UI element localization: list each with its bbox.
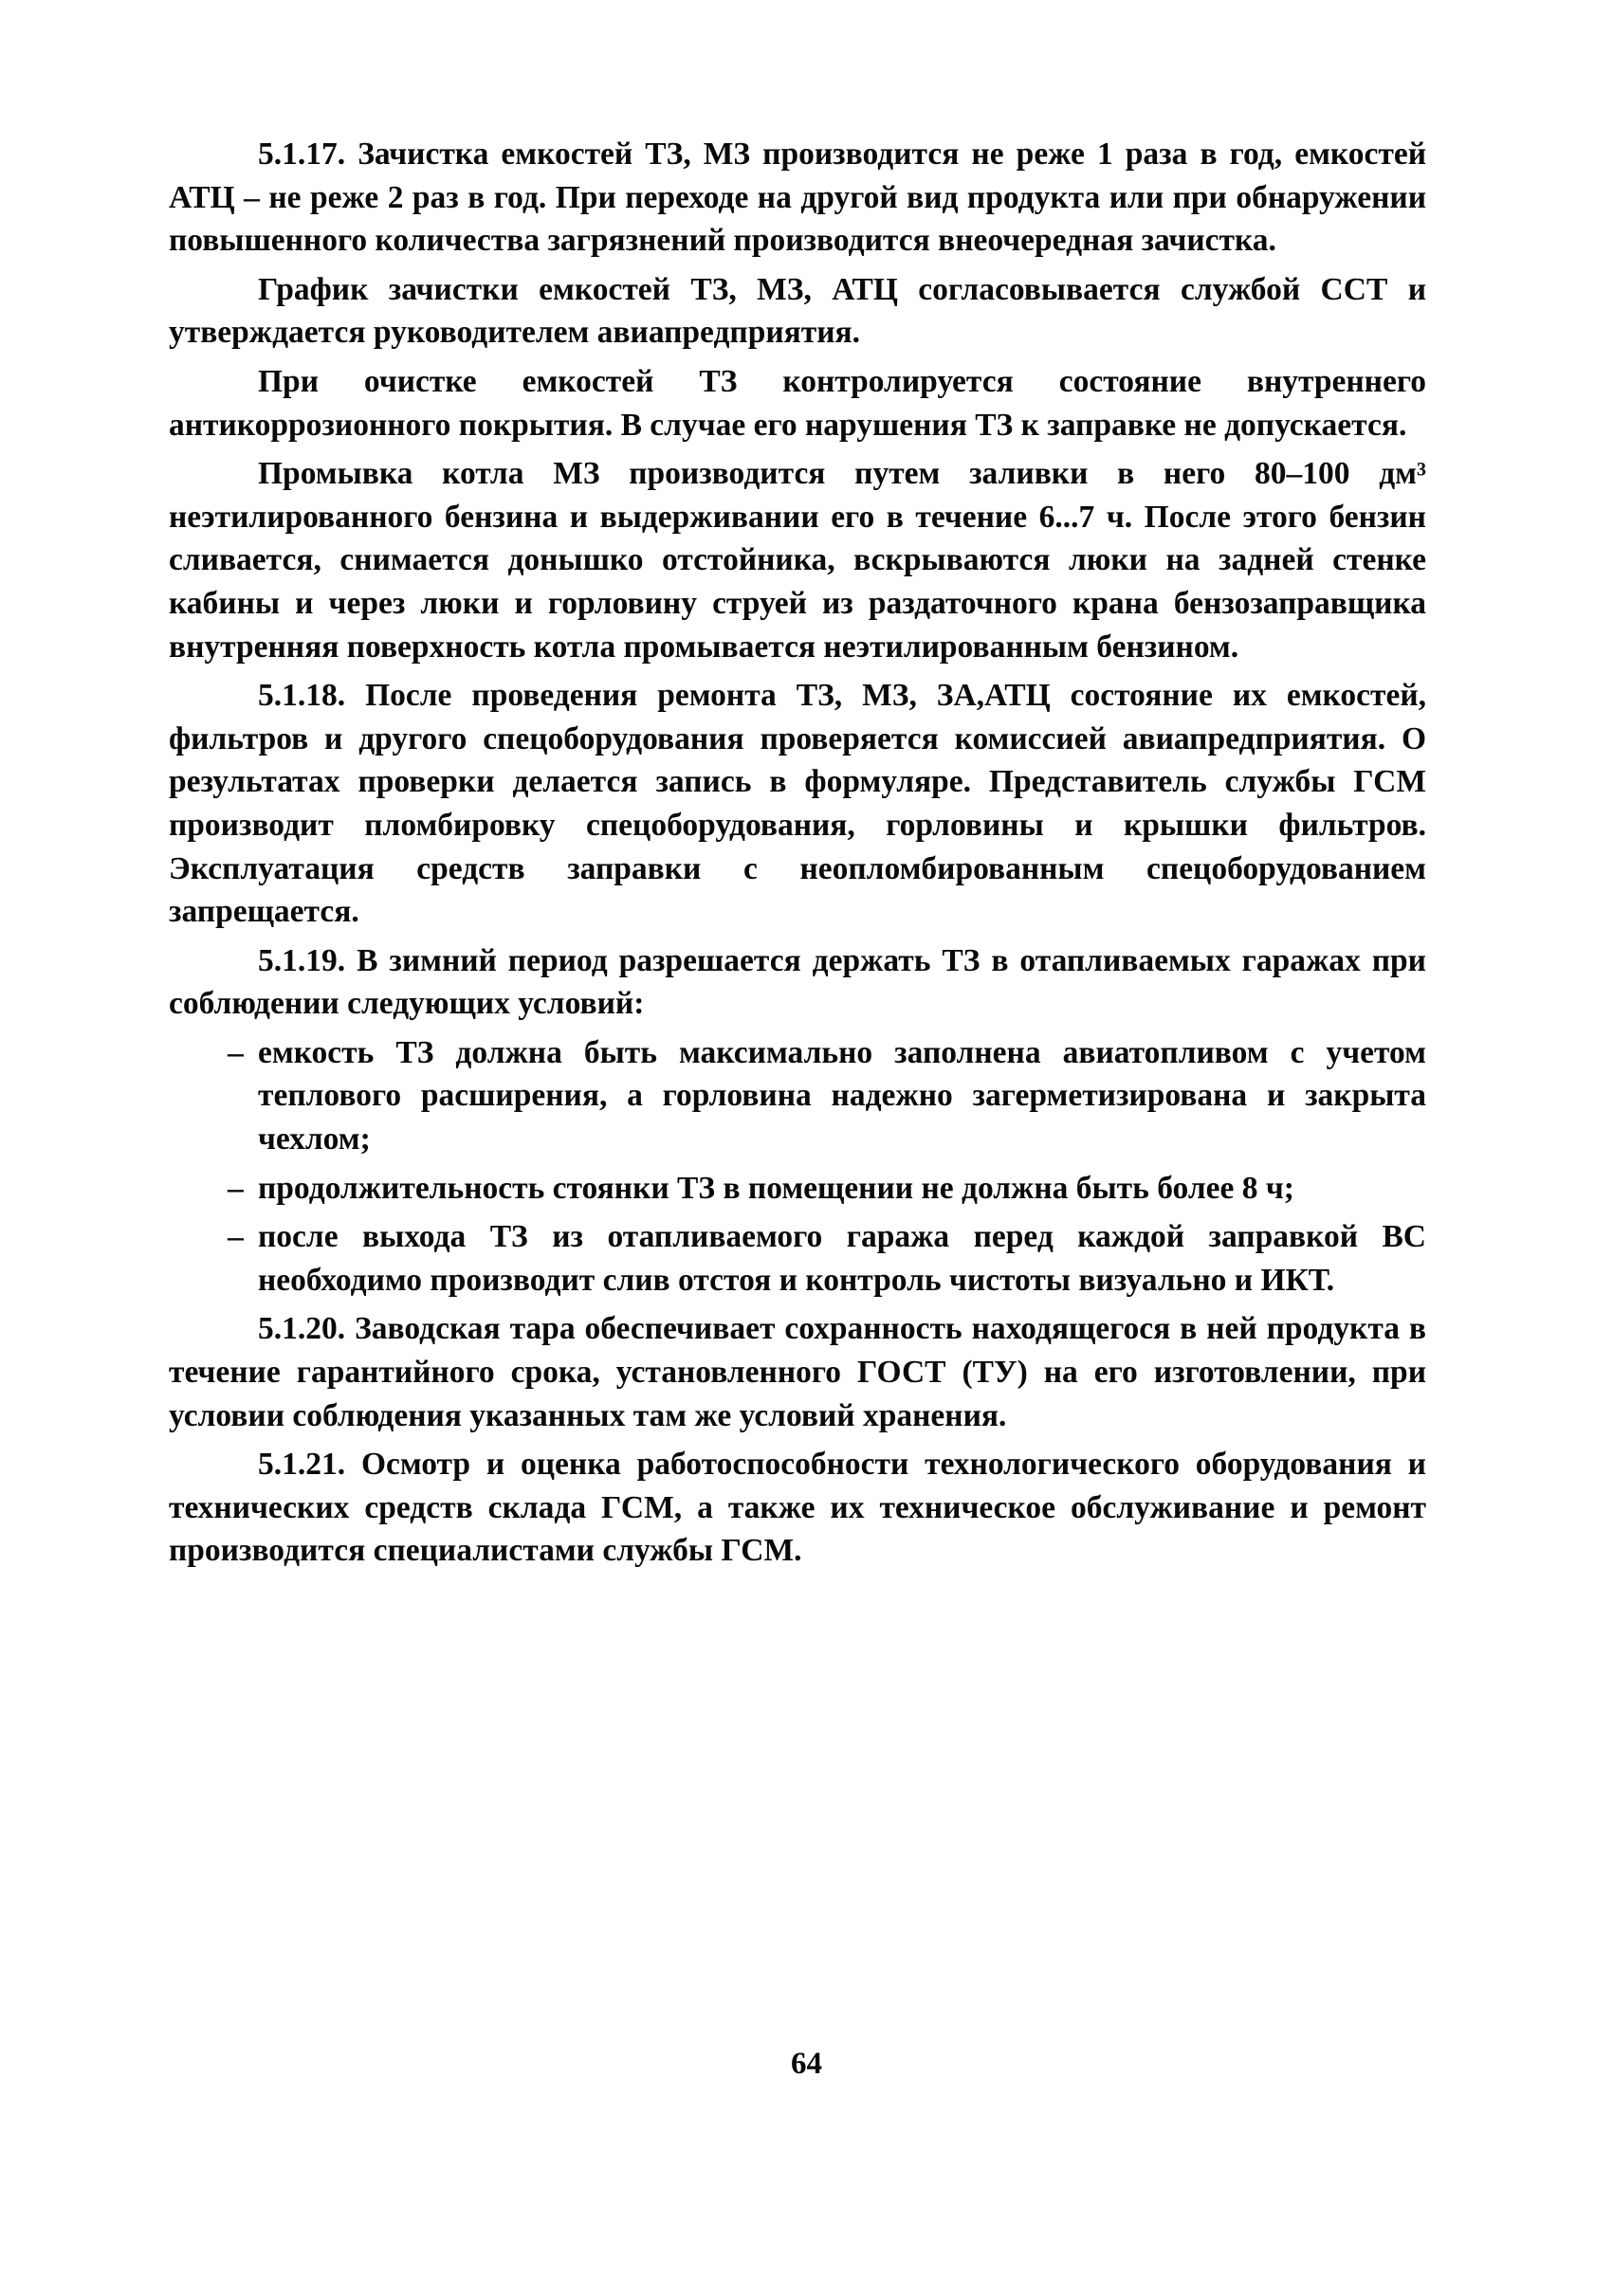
list-item: [169, 1031, 1426, 1161]
list-marker: –: [228, 1219, 244, 1255]
list-marker: –: [228, 1170, 244, 1206]
list-item-text: продолжительность стоянки ТЗ в помещении не должна быть более 8 ч;: [258, 1170, 1294, 1206]
list-item: [169, 1167, 1426, 1211]
list-item-text: после выхода ТЗ из отапливаемого гаража перед каждой заправкой ВС необходимо производит слив отстоя и контроль чистоты визуально и ИКТ.: [258, 1219, 1426, 1298]
list-item: [169, 1215, 1426, 1302]
list-item-text: емкость ТЗ должна быть максимально заполнена авиатопливом с учетом теплового расширения, а горловина надежно загерметизирована и закрыта чехлом;: [258, 1034, 1426, 1157]
paragraph-coating-control: При очистке емкостей ТЗ контролируется состояние внутреннего антикоррозионного покрытия. В случае его нарушения ТЗ к заправке не допускается.: [169, 363, 1426, 443]
paragraph-cleaning-schedule: График зачистки емкостей ТЗ, МЗ, АТЦ согласовывается службой ССТ и утверждается руководителем авиапредприятия.: [169, 271, 1426, 351]
winter-conditions-list: [169, 1031, 1426, 1303]
paragraph-5-1-18: 5.1.18. После проведения ремонта ТЗ, МЗ, ЗА,АТЦ состояние их емкостей, фильтров и другого спецоборудования проверяется комиссией авиапредприятия. О результатах проверки делается запись в формуляре. Представитель службы ГСМ производит пломбировку спецоборудования, горловины и крышки фильтров. Эксплуатация средств заправки с неопломбированным спецоборудованием запрещается.: [169, 678, 1426, 930]
paragraph-5-1-21: 5.1.21. Осмотр и оценка работоспособности технологического оборудования и технических средств склада ГСМ, а также их техническое обслуживание и ремонт производится специалистами службы ГСМ.: [169, 1447, 1426, 1569]
paragraph-5-1-19: 5.1.19. В зимний период разрешается держать ТЗ в отапливаемых гаражах при соблюдении следующих условий:: [169, 942, 1426, 1022]
paragraph-5-1-20: 5.1.20. Заводская тара обеспечивает сохранность находящегося в ней продукта в течение гарантийного срока, установленного ГОСТ (ТУ) на его изготовлении, при условии соблюдения указанных там же условий хранения.: [169, 1311, 1426, 1433]
paragraph-5-1-17: 5.1.17. Зачистка емкостей ТЗ, МЗ производится не реже 1 раза в год, емкостей АТЦ – не реже 2 раз в год. При переходе на другой вид продукта или при обнаружении повышенного количества загрязнений производится внеочередная зачистка.: [169, 137, 1426, 259]
paragraph-tank-flushing: Промывка котла МЗ производится путем заливки в него 80–100 дм³ неэтилированного бензина и выдерживании его в течение 6...7 ч. После этого бензин сливается, снимается донышко отстойника, вскрываются люки на задней стенке кабины и через люки и горловину струей из раздаточного крана бензозаправщика внутренняя поверхность котла промывается неэтилированным бензином.: [169, 456, 1426, 665]
page-number: 64: [791, 2047, 822, 2081]
document-body: [169, 133, 1426, 1578]
list-marker: –: [228, 1034, 244, 1070]
